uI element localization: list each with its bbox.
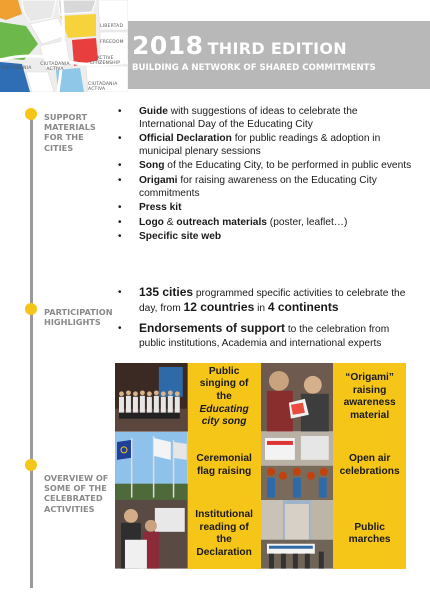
- activity-origami: [333, 363, 406, 432]
- map-word: CIUTADANIA ACTIVA: [88, 82, 118, 92]
- timeline-dot: [25, 459, 37, 471]
- list-item: [116, 217, 416, 230]
- item-text: with suggestions of ideas to celebrate the International Day of the Educating City: [139, 106, 358, 130]
- timeline-dot: [25, 108, 37, 120]
- educating-city-map-logo: [0, 0, 128, 92]
- item-bold: Specific site web: [139, 231, 222, 243]
- activity-label-italic: Educating city song: [199, 403, 249, 428]
- activity-label: “Origami” raising awareness material: [343, 372, 396, 421]
- page-subtitle: BUILDING A NETWORK OF SHARED COMMITMENTS: [132, 63, 376, 73]
- map-word: ACTIVE CITIZENSHIP: [89, 56, 121, 66]
- activity-public-marches: [333, 500, 406, 569]
- list-item: [116, 322, 416, 350]
- section-label-participation: PARTICIPATION HIGHLIGHTS: [44, 307, 113, 328]
- activity-public-singing: [188, 363, 261, 432]
- activity-institutional-reading: [188, 500, 261, 569]
- title-edition: THIRD EDITION: [207, 39, 347, 58]
- item-bold: Logo: [139, 216, 164, 228]
- photo-origami: [261, 363, 334, 432]
- item-text: programmed specific activities to celebrate the day, from: [139, 288, 406, 314]
- map-word: CIUTADANIA ACTIVA: [40, 62, 70, 72]
- photo-reading: [115, 500, 188, 569]
- city-map-illustration: [0, 0, 128, 92]
- header: [0, 0, 430, 92]
- map-word: LIBERTAD: [100, 24, 124, 29]
- title-year: 2018: [132, 31, 204, 60]
- timeline-line: [30, 110, 33, 588]
- list-item: [116, 133, 416, 158]
- item-bold: 4 continents: [267, 299, 339, 314]
- list-item: [116, 202, 416, 215]
- item-text: to the celebration from public institutions, Academia and international experts: [139, 324, 390, 349]
- activity-label: Ceremonial flag raising: [196, 453, 252, 477]
- activity-label: Institutional reading of the Declaration: [195, 509, 253, 559]
- item-bold: outreach materials: [176, 216, 267, 228]
- item-bold: Origami: [139, 174, 178, 186]
- section-label-overview: OVERVIEW OF SOME OF THE CELEBRATED ACTIVITIES: [44, 473, 109, 514]
- map-word: FREEDOM: [100, 40, 124, 45]
- title-band: [128, 21, 430, 89]
- map-word: CIUTADANIA: [2, 66, 32, 71]
- activity-label: Open air celebrations: [339, 453, 400, 477]
- item-text: (poster, leaflet…): [266, 216, 348, 228]
- activity-flag-raising: [188, 432, 261, 501]
- photo-march: [261, 500, 334, 569]
- list-item: [116, 106, 416, 131]
- item-text: in: [254, 302, 268, 314]
- item-bold: Press kit: [139, 202, 182, 214]
- item-bold: Guide: [139, 106, 168, 117]
- item-bold: Song: [139, 160, 165, 172]
- activity-open-air: [333, 432, 406, 501]
- photo-open-air: [261, 432, 334, 501]
- list-item: [116, 286, 416, 315]
- photo-flags: [115, 432, 188, 501]
- item-text: for raising awareness on the Educating City commitments: [139, 174, 377, 199]
- activity-label: Public marches: [348, 521, 391, 546]
- participation-list: [116, 286, 416, 357]
- list-item: [116, 231, 416, 244]
- list-item: [116, 160, 416, 173]
- support-materials-list: [116, 106, 416, 246]
- item-text: &: [163, 216, 177, 228]
- item-text: of the Educating City, to be performed in public events: [164, 160, 412, 172]
- list-item: [116, 175, 416, 200]
- item-bold: 12 countries: [183, 299, 255, 314]
- item-bold: Endorsements of support: [139, 321, 286, 335]
- section-label-support: SUPPORT MATERIALS FOR THE CITIES: [44, 112, 96, 153]
- item-text: for public readings & adoption in municipal plenary sessions: [139, 133, 381, 157]
- activity-label: Public singing of the Educating city song: [199, 365, 249, 428]
- item-bold: 135 cities: [139, 285, 194, 299]
- item-bold: Official Declaration: [139, 133, 232, 145]
- timeline-dot: [25, 303, 37, 315]
- photo-choir: [115, 363, 188, 432]
- page-title: [132, 31, 430, 60]
- activities-grid: [115, 363, 406, 569]
